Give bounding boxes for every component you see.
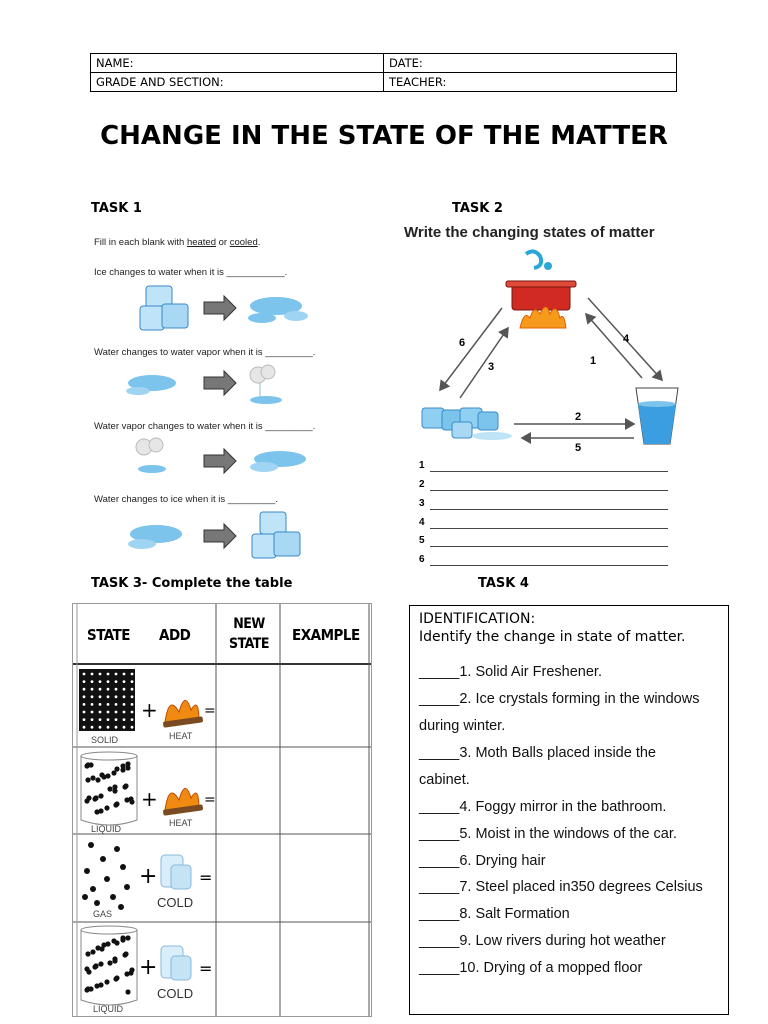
water-puddle-icon <box>248 297 308 323</box>
right-arrow-icon <box>204 296 236 320</box>
svg-text:+: + <box>139 864 158 889</box>
task4-identification-box <box>409 605 729 1015</box>
svg-text:=: = <box>199 868 213 887</box>
right-arrow-icon <box>204 449 236 473</box>
task4-item-5: _____5. Moist in the windows of the car. <box>419 826 677 842</box>
task2-title: Write the changing states of matter <box>404 224 655 241</box>
campfire-icon <box>163 700 203 727</box>
task3-table <box>72 603 372 1017</box>
teacher-field[interactable]: TEACHER: <box>384 73 677 92</box>
solid-heat-row-graphic <box>77 667 217 747</box>
col-header-example: EXAMPLE <box>292 626 360 644</box>
task3-heading: TASK 3- Complete the table <box>91 576 293 591</box>
task1-item-2: Water changes to water vapor when it is _________. <box>94 347 316 358</box>
steam-icon <box>526 251 552 270</box>
state-label-solid: SOLID <box>91 735 119 745</box>
ice-cubes-icon <box>140 286 188 330</box>
solid-particles-icon <box>79 669 135 731</box>
new-state-cell-4[interactable] <box>217 923 279 1015</box>
word-heated: heated <box>186 237 216 248</box>
add-label-heat: HEAT <box>169 731 193 741</box>
task4-item-1: _____1. Solid Air Freshener. <box>419 664 602 680</box>
svg-text:=: = <box>204 792 216 808</box>
add-label-cold: COLD <box>157 895 194 910</box>
example-cell-4[interactable] <box>281 923 369 1015</box>
arrow-label-1: 1 <box>590 355 597 367</box>
task4-item-3-cont: cabinet. <box>419 772 470 788</box>
answer-line-2[interactable] <box>430 490 668 491</box>
task4-item-7: _____7. Steel placed in350 degrees Celsius <box>419 879 703 895</box>
example-cell-3[interactable] <box>281 835 369 922</box>
identification-label: IDENTIFICATION: <box>419 611 536 627</box>
arrow-3 <box>460 328 508 398</box>
header-info-table <box>90 53 677 92</box>
example-cell-2[interactable] <box>281 748 369 834</box>
right-arrow-icon <box>204 524 236 548</box>
state-label-liquid: LIQUID <box>93 1004 124 1014</box>
water-to-vapor-illustration <box>120 363 300 407</box>
task4-item-10: _____10. Drying of a mopped floor <box>419 960 643 976</box>
svg-text:=: = <box>204 703 216 719</box>
page-title: CHANGE IN THE STATE OF THE MATTER <box>100 121 668 151</box>
arrow-1 <box>586 314 642 378</box>
ice-cubes-icon <box>252 512 300 558</box>
ice-cubes-icon <box>422 408 512 440</box>
svg-text:+: + <box>141 698 158 722</box>
answer-number-2: 2 <box>419 479 425 490</box>
grade-section-field[interactable]: GRADE AND SECTION: <box>91 73 384 92</box>
task4-item-9: _____9. Low rivers during hot weather <box>419 933 666 949</box>
liquid-heat-row-graphic <box>77 750 217 834</box>
task1-item-3: Water vapor changes to water when it is _________. <box>94 421 316 432</box>
liquid-particles-icon <box>81 752 137 825</box>
vapor-to-water-illustration <box>130 437 320 481</box>
task4-item-4: _____4. Foggy mirror in the bathroom. <box>419 799 667 815</box>
answer-line-6[interactable] <box>430 565 668 566</box>
water-puddle-icon <box>250 451 306 472</box>
task4-item-2-cont: during winter. <box>419 718 506 734</box>
new-state-cell-3[interactable] <box>217 835 279 922</box>
cooking-pot-icon <box>506 281 576 310</box>
answer-number-5: 5 <box>419 535 425 546</box>
answer-line-3[interactable] <box>430 509 668 510</box>
task1-instruction: Fill in each blank with heated or cooled. <box>94 237 261 248</box>
arrow-label-4: 4 <box>623 333 630 345</box>
add-label-cold: COLD <box>157 986 194 1001</box>
word-cooled: cooled <box>229 237 258 248</box>
arrow-label-6: 6 <box>459 337 466 349</box>
answer-number-6: 6 <box>419 554 425 565</box>
water-glass-icon <box>636 388 678 444</box>
task1-heading: TASK 1 <box>91 201 142 216</box>
water-to-ice-illustration <box>120 510 310 562</box>
ice-cube-icon <box>161 855 191 889</box>
right-arrow-icon <box>204 371 236 395</box>
task2-heading: TASK 2 <box>452 201 503 216</box>
task4-item-3: _____3. Moth Balls placed inside the <box>419 745 656 761</box>
task4-item-8: _____8. Salt Formation <box>419 906 570 922</box>
new-state-cell-1[interactable] <box>217 665 279 747</box>
col-header-state: STATE <box>87 626 130 644</box>
example-cell-1[interactable] <box>281 665 369 747</box>
liquid-particles-icon <box>81 926 137 1005</box>
svg-text:=: = <box>199 959 213 978</box>
ice-to-water-illustration <box>136 282 316 334</box>
state-label-gas: GAS <box>93 909 113 919</box>
add-label-heat: HEAT <box>169 818 193 828</box>
col-header-add: ADD <box>159 626 191 644</box>
answer-line-5[interactable] <box>430 546 668 547</box>
task4-heading: TASK 4 <box>478 576 529 591</box>
arrow-label-5: 5 <box>575 442 582 454</box>
ice-cube-icon <box>161 946 191 980</box>
gas-cold-row-graphic <box>77 837 217 921</box>
states-cycle-diagram <box>412 248 692 454</box>
liquid-cold-row-graphic <box>77 924 217 1014</box>
svg-text:+: + <box>141 787 158 811</box>
water-puddle-icon <box>126 375 176 395</box>
task1-item-4: Water changes to ice when it is _________. <box>94 494 278 505</box>
campfire-icon <box>163 788 203 815</box>
answer-number-1: 1 <box>419 460 425 471</box>
state-label-liquid: LIQUID <box>91 824 122 834</box>
date-field[interactable]: DATE: <box>384 54 677 73</box>
water-puddle-icon <box>128 525 182 549</box>
arrow-label-2: 2 <box>575 411 582 423</box>
arrow-label-3: 3 <box>488 361 495 373</box>
gas-particles-icon <box>82 842 130 910</box>
identification-instruction: Identify the change in state of matter. <box>419 629 686 645</box>
answer-line-4[interactable] <box>430 528 668 529</box>
vapor-cloud-icon <box>250 365 282 404</box>
new-state-cell-2[interactable] <box>217 748 279 834</box>
vapor-cloud-icon <box>136 438 166 473</box>
task4-item-2: _____2. Ice crystals forming in the windows <box>419 691 700 707</box>
answer-number-4: 4 <box>419 517 425 528</box>
task4-item-6: _____6. Drying hair <box>419 853 546 869</box>
col-header-new-state: NEW STATE <box>229 616 269 652</box>
name-field[interactable]: NAME: <box>91 54 384 73</box>
answer-number-3: 3 <box>419 498 425 509</box>
task1-item-1: Ice changes to water when it is ___________. <box>94 267 288 278</box>
answer-line-1[interactable] <box>430 471 668 472</box>
svg-text:+: + <box>139 955 158 980</box>
